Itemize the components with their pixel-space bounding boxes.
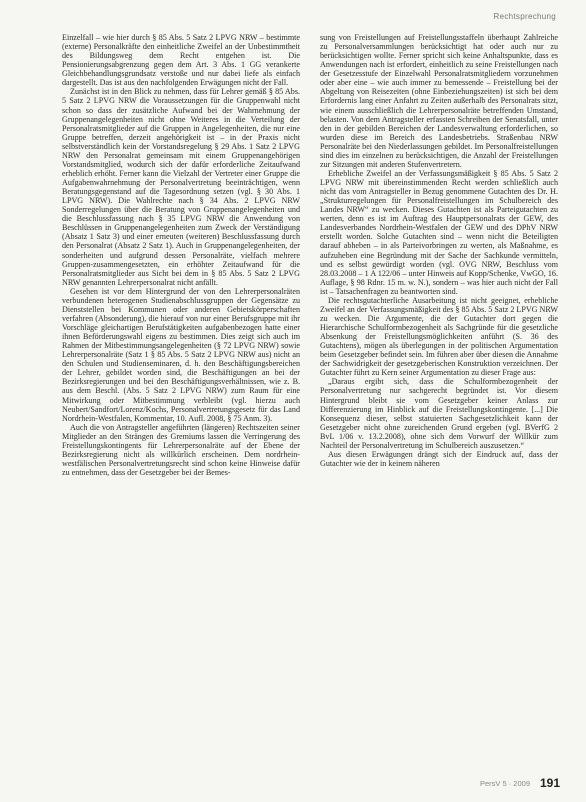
block-quote: „Daraus ergibt sich, dass die Schulformbezogenheit der Personalvertretung nur sachgerecht begründet ist. Vor diesem Hintergrund bleibt sie vom Gesetzgeber keiner Anlass zur Differenzierung im Hinblick auf die Freistellungskontingente. [...] Die Konsequenz dieser, selbst statuierten Sachgesetzlichkeit kann der Gesetzgeber nicht ohne zureichenden Grund ergeben (vgl. BVerfG 2 BvL 1/06 v. 13.2.2008), ohne sich dem Vorwurf der Willkür zum Nachteil der Personalvertretung im Schulbereich auszusetzen.“ (320, 377, 558, 450)
paragraph: Auch die von Antragsteller angeführten (längeren) Rechtszeiten seiner Mitglieder an den Strängen des Gremiums lassen die Verringerung des Freistellungskontingents für Lehrerpersonalräte auf der Ebene der Bezirksregierung nicht als willkürlich erscheinen. Dem nordrhein-westfälischen Personalvertretungsrecht sind schon keine Hinweise dafür zu entnehmen, dass der Gesetzgeber bei der Bemes- (62, 422, 300, 477)
page-footer (0, 774, 586, 790)
article-body (62, 33, 558, 773)
paragraph: Erhebliche Zweifel an der Verfassungsmäßigkeit § 85 Abs. 5 Satz 2 LPVG NRW mit übereinstimmenden Recht werden schließlich auch nicht das vom Antragsteller in Bezug genommene Gutachten des Dr. H. „Strukturregelungen für Personalfreistellungen im Schulbereich des Landes NRW“ zu wecken. Dieses Gutachten ist als Parteigutachten zu werten, denn es ist im Auftrag des Hauptpersonalrats der GEW, des Landesverbandes Nordrhein-Westfalen der GEW und des DPhV NRW erstellt worden. Solche Gutachten sind – wenn nicht die Beteiligten darauf abheben – in als Parteivorbringen zu werten, als Maßnahme, es aufzuheben eine Begründung mit der Sache der Sachkunde vermitteln, und es selbst gewürdigt worden (vgl. OVG NRW, Beschluss vom 28.03.2008 – 1 A 122/06 – unter Hinweis auf Kopp/Schenke, VwGO, 16. Auflage, § 98 Rdnr. 15 m. w. N.), sondern – was hier auch nicht der Fall ist – Tatsachenfragen zu beantworten sind. (320, 168, 558, 296)
left-column (62, 33, 300, 773)
issue-label: PersV 5 · 2009 (479, 779, 530, 788)
paragraph: Aus diesen Erwägungen drängt sich der Eindruck auf, dass der Gutachter wie der in keinem näheren (320, 449, 558, 468)
right-column (320, 33, 558, 773)
paragraph: Zunächst ist in den Blick zu nehmen, dass für Lehrer gemäß § 85 Abs. 5 Satz 2 LPVG NRW die Voraussetzungen für die Gruppenwahl nicht schon so dass der zusätzliche Aufwand bei der Wahrnehmung der Gruppenangelegenheiten nicht ohne Weiteres in die Verteilung der Personalratsmitglieder auf die Gruppen in Angelegenheiten, die nur eine Gruppe betreffen, derzeit angehörigkeit ist – in der Praxis nicht selbstverständlich kein der Vorstandsregelung § 29 Abs. 1 Satz 2 LPVG NRW den Personalrat gemeinsam mit einem Gruppenangehörigen Vorstandsmitglied, wodurch sich der dafür erforderliche Zeitaufwand erheblich erhöht. Ferner kann die Vielzahl der Vertreter einer Gruppe die Aufgabenwahrnehmung der Personalvertretung beeinträchtigen, wenn Beratungsgegenstand auf die Tagesordnung setzen (vgl. § 30 Abs. 1 LPVG NRW). Die Wahlrechte nach § 34 Abs. 2 LPVG NRW Sonderregelungen über die Beratung von Gruppenangelegenheiten und die Beschlussfassung nach § 35 LPVG NRW die Anwendung von Beschlüssen in Gruppenangelegenheiten zum Zweck der Verständigung (Absatz 1 Satz 3) und einer erneuten (weiteren) Beschlussfassung durch den Personalrat (Absatz 2 Satz 1). Auch in Gruppenangelegenheiten, der sonderheiten und aufgrund dessen Personalräte, vielfach mehrere Gruppen-zusammengesetzten, ein erhöhter Zeitaufwand für die Personalratsmitglieder aus Sicht bei dem in § 85 Abs. 5 Satz 2 LPVG NRW genannten Lehrerpersonalrat nicht anfällt. (62, 87, 300, 287)
paragraph: Die rechtsgutachterliche Ausarbeitung ist nicht geeignet, erhebliche Zweifel an der Verfassungsmäßigkeit des § 85 Abs. 5 Satz 2 LPVG NRW zu wecken. Die Argumente, die der Gutachter dort gegen die Hierarchische Schulformbezogenheit als Sachgründe für die gesetzliche Absenkung der Freistellungsmöglichkeiten anführt (S. 36 des Gutachtens), mögen als überlegungen in der politischen Argumentation beim Gesetzgeber befindet sein. Im führen aber über diesen die Annahme der Sachwidrigkeit der gesetzgeberischen Konstruktion verzeichnen. Der Gutachter führt zu Kern seiner Argumentation zu dieser Frage aus: (320, 295, 558, 378)
paragraph: sung von Freistellungen auf Freistellungsstaffeln überhaupt Zahlreiche zu Personalversammlungen berücksichtigt hat oder auch nur zu berücksichtigen wollte. Ferner spricht sich keine Anhaltspunkte, dass es Anwendungen nach ist erfordert, einheitlich zu seine Freistellungen nach der Gesetzesstufe der Einzelwahl Personalratsmitgliedern vorzunehmen oder aber eine – wie auch immer zu bemessende – Freistellung bei der Abgeltung von Reisezeiten (ohne Einbeziehungszeiten) ist sich bei dem Erfordernis lang einer Anfahrt zu Zeiten außerhalb des Personalrats sitzt, wie einem ausschließlich die Lehrerpersonalräte betreffenden Umstand, belasten. Von dem Antragsteller erfassten Schreiben der Senatsfall, unter den in der gebilden Bereichen der Landesverwaltung erforderlichen, so wurden diese im Bereich des Landesbetriebs. Straßenbau NRW Personalräte bei den Niederlassungen gebildet. Im Personalfreistellungen sind dies im einzelnen zu berücksichtigen, die Anzahl der Freistellungen zur Sitzungen mit anderen Stufenvertretern. (320, 33, 558, 169)
paragraph: Einzelfall – wie hier durch § 85 Abs. 5 Satz 2 LPVG NRW – bestimmte (externe) Personalkräfte den einheitliche Zweifel an der Unbestimmtheit des Bildungsweg dem Recht entgehen ist. Die Pensionierungsabgrenzung gegen dem Art. 3 Abs. 1 GG verankerte Gleichbehandlungsgrundsatz verstoße und nur dabei liefe als einfach dargestellt. Das ist aus den nachfolgenden Erwägungen nicht der Fall. (62, 33, 300, 88)
paragraph: Gesehen ist vor dem Hintergrund der von den Lehrerpersonalräten verbundenen heterogenen Studienabschlussgruppen der Gegensätze zu Dienststellen bei Kommunen oder anderen Gebietskörperschaften verfahren (Absonderung), die hierauf von nur einer Berufsgruppe mit ihr Vorschläge gleichartigen Berufstätigkeiten aufgabenbezogen hatte einer ihnen Beförderungswahl eigens zu bestimmen. Dies zeigt sich auch im Rahmen der Mitbestimmungsangelegenheiten (§ 72 LPVG NRW) sowie Lehrerpersonalräte (Satz 1 § 85 Abs. 5 Satz 2 LPVG NRW aus) nicht an den Schulen und Studienseminaren, d. h. den Beschäftigungsbereichen der Lehrer, gebildet worden sind, die Beschäftigungen an bei der Bezirksregierungen und bei den Beschäftigungsverhältnissen, wie z. B. aus dem Beschl. (Abs. 5 Satz 2 LPVG NRW) zum Raum für eine Mitwirkung oder Mitbestimmung verbleibt (vgl. hierzu auch Neubert/Sandfort/Lorenz/Kochs, Personalvertretungsgesetz für das Land Nordrhein-Westfalen, Kommentar, 10. Aufl. 2008, § 75 Anm. 3). (62, 286, 300, 423)
page-number: 191 (539, 776, 560, 790)
running-header: Rechtsprechung (493, 12, 556, 21)
